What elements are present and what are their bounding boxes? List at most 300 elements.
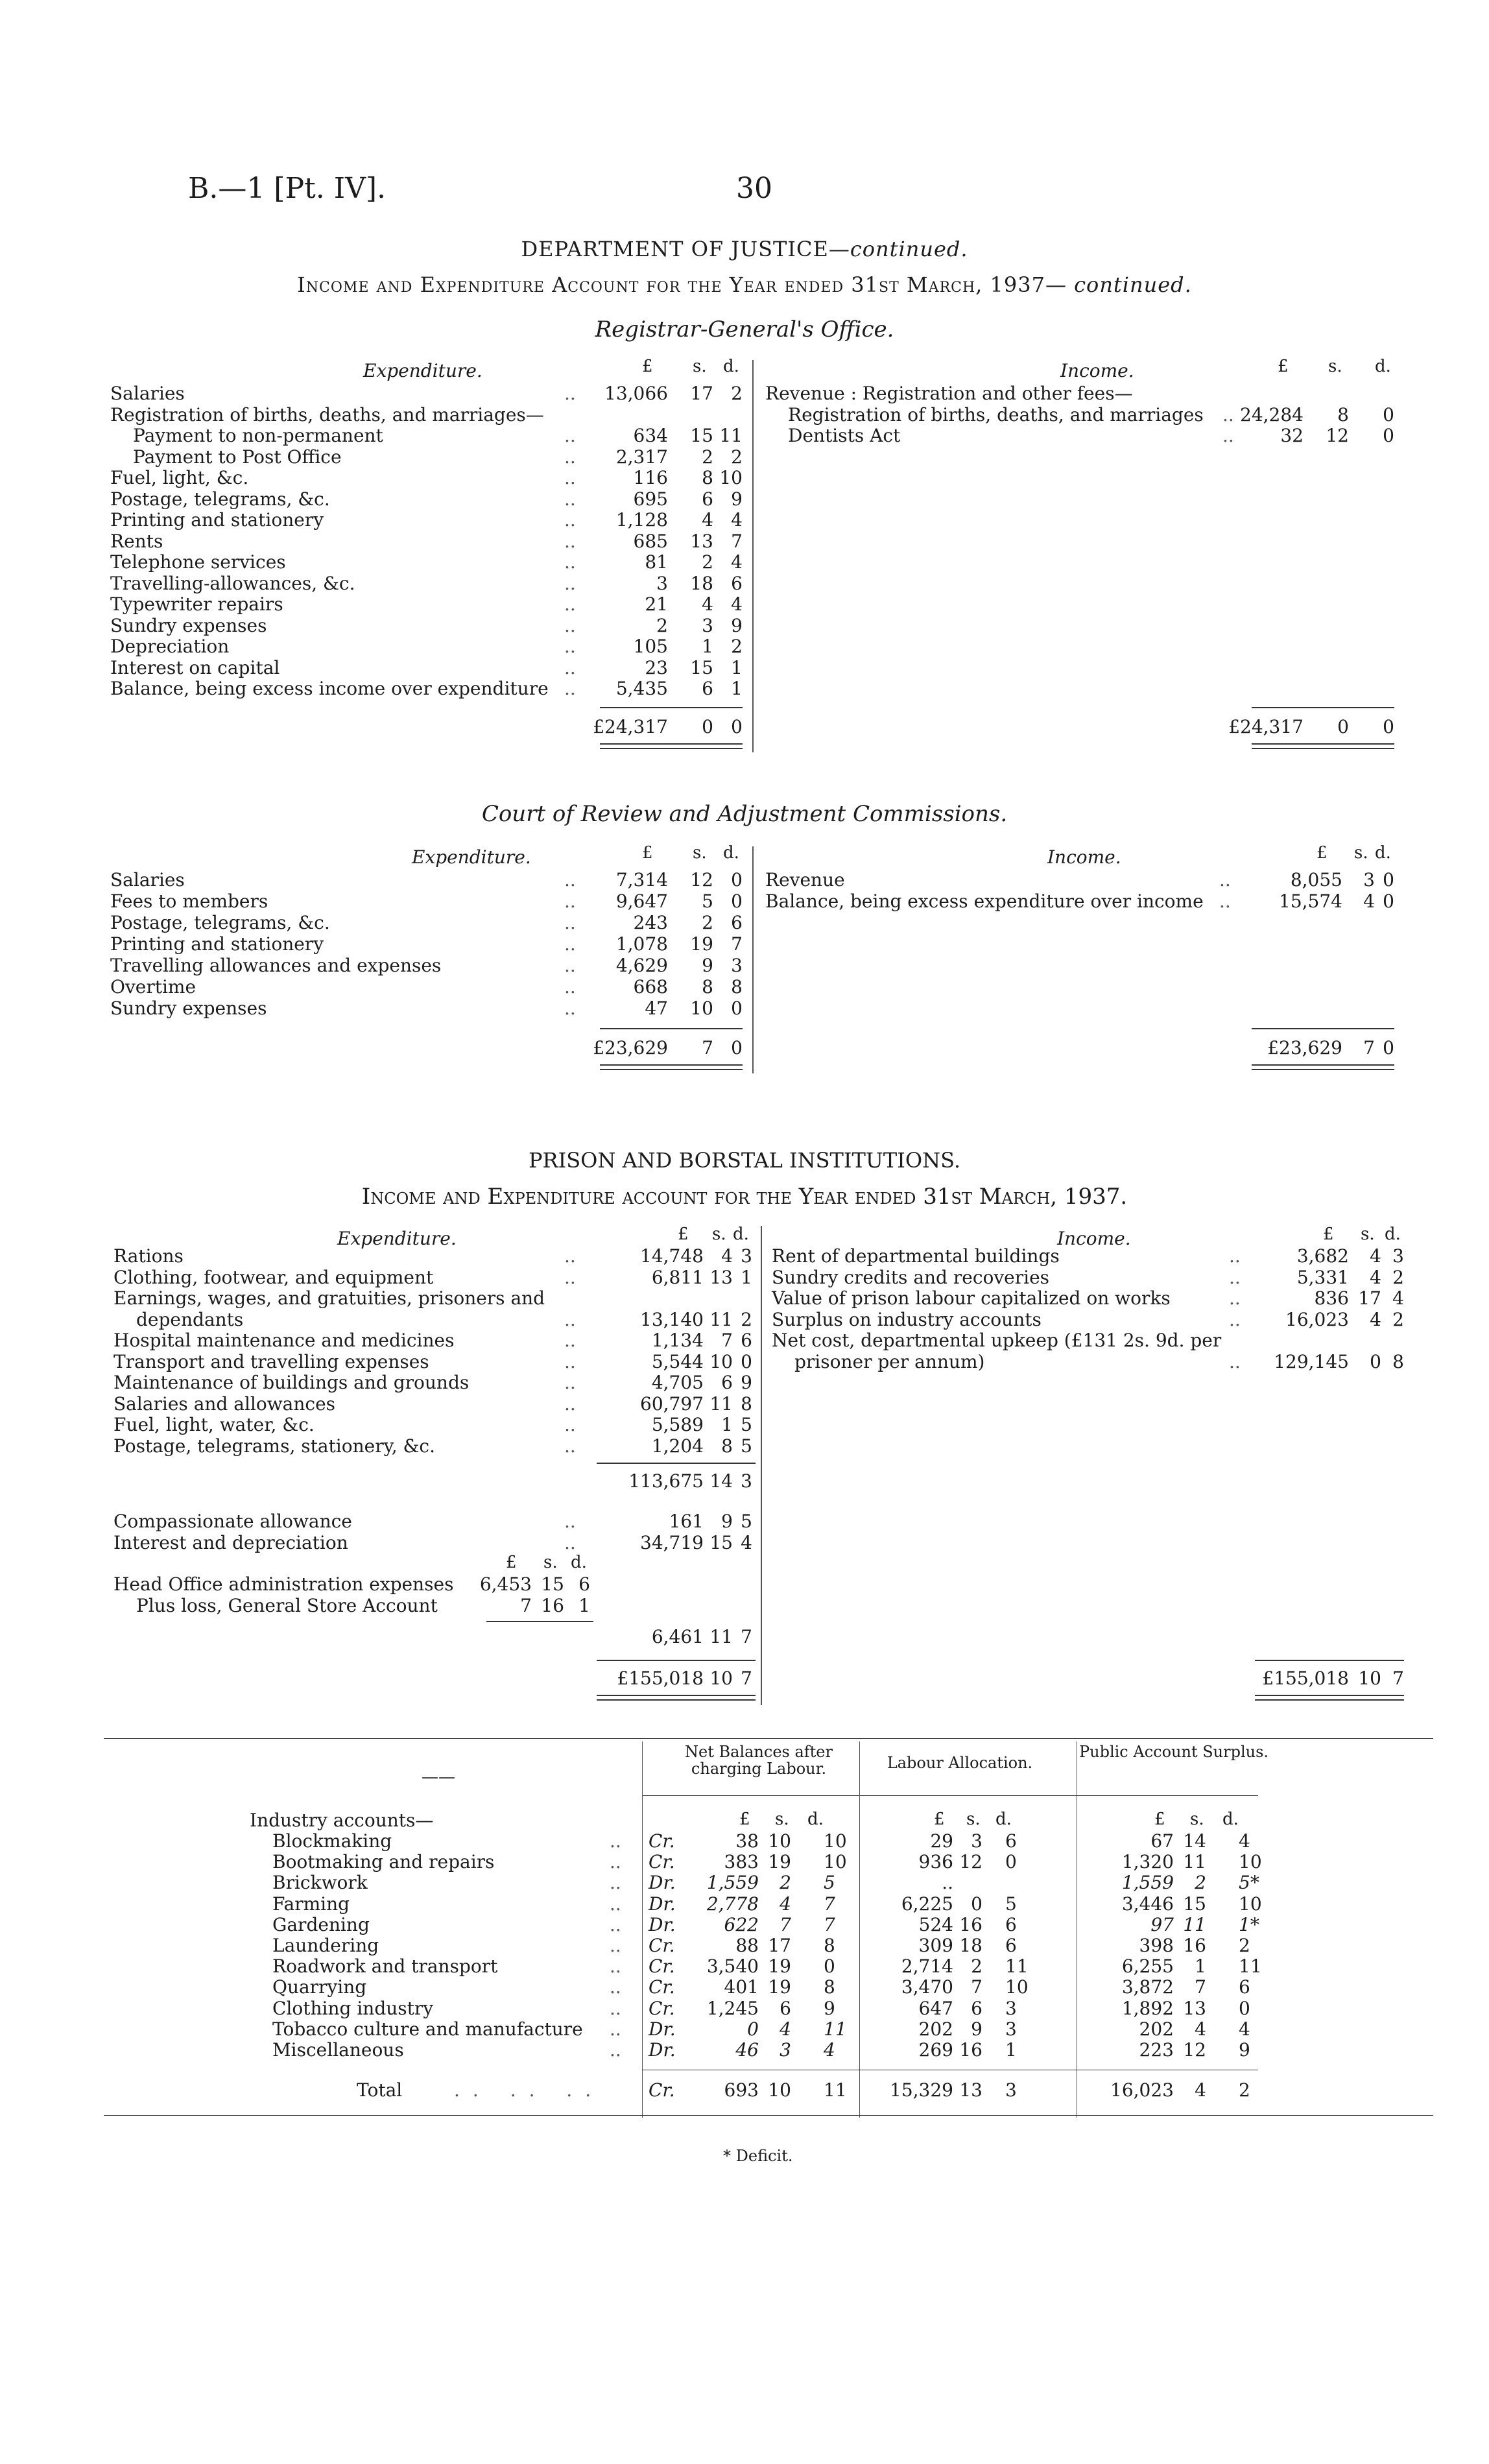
labour-allocation-pence: 3 (1005, 2018, 1017, 2040)
court-exp-total-s: 7 (702, 1037, 713, 1059)
page-reference: B.—1 [Pt. IV]. (188, 172, 387, 205)
prison-exp-leader: .. (564, 1245, 576, 1267)
expenditure-label: Expenditure. (337, 1228, 457, 1249)
labour-allocation-shillings: 7 (971, 1976, 983, 1998)
total-surplus-pence: 2 (1239, 2079, 1250, 2101)
court-exp-label: Travelling allowances and expenses (110, 955, 442, 976)
unit-shilling: s. (1328, 357, 1342, 376)
prison-title: PRISON AND BORSTAL INSTITUTIONS. (528, 1148, 961, 1173)
cr-dr-flag: Dr. (649, 2018, 676, 2040)
prison-exp-total-d: 7 (741, 1668, 752, 1689)
industry-name: Quarrying (272, 1976, 367, 1998)
rule (597, 1463, 756, 1464)
labour-allocation-pounds: 2,714 (901, 1956, 953, 1978)
prison-exp-shillings: 13 (709, 1266, 733, 1288)
prison-exp-label: Postage, telegrams, stationery, &c. (113, 1435, 436, 1457)
public-surplus-shillings: 12 (1183, 2039, 1206, 2061)
net-balance-pence: 8 (824, 1976, 835, 1998)
registrar-exp-leader: .. (564, 636, 576, 657)
unit-shilling: s. (712, 1225, 726, 1244)
labour-allocation-shillings: 3 (971, 1830, 983, 1852)
total-net-pence: 11 (824, 2079, 847, 2101)
registrar-exp-leader: .. (564, 446, 576, 468)
public-surplus-pence: 5* (1239, 1872, 1259, 1894)
prison-exp-shillings: 1 (721, 1414, 733, 1435)
prison-exp-pence: 8 (741, 1393, 752, 1415)
rule (597, 1660, 756, 1661)
net-balance-pounds: 383 (724, 1851, 759, 1873)
court-exp-leader: .. (564, 912, 576, 933)
unit-pence: d. (1375, 357, 1391, 376)
labour-allocation-shillings: 18 (959, 1935, 983, 1956)
cr-dr-flag: Cr. (649, 1997, 675, 2019)
public-surplus-shillings: 4 (1195, 2018, 1206, 2040)
public-surplus-shillings: 11 (1183, 1913, 1206, 1935)
cr-dr-flag: Cr. (649, 1956, 675, 1978)
public-surplus-pence: 9 (1239, 2039, 1250, 2061)
total-labour-pence: 3 (1005, 2079, 1017, 2101)
net-balance-pounds: 0 (747, 2018, 759, 2040)
public-surplus-shillings: 16 (1183, 1935, 1206, 1956)
net-balance-pence: 8 (824, 1935, 835, 1956)
department-title: DEPARTMENT OF JUSTICE—continued. (521, 237, 968, 261)
registrar-exp-pence: 1 (731, 656, 743, 678)
court-exp-pence: 7 (731, 933, 743, 955)
registrar-inc-pounds: 24,284 (1240, 403, 1304, 425)
registrar-inc-pounds: 32 (1280, 425, 1304, 446)
rule (1252, 1028, 1394, 1029)
public-surplus-pounds: 1,559 (1121, 1872, 1174, 1894)
leader: .. (610, 1851, 621, 1873)
net-balance-pence: 0 (824, 1956, 835, 1978)
net-balance-pounds: 46 (735, 2039, 759, 2061)
public-surplus-pounds: 3,872 (1121, 1976, 1174, 1998)
prison-exp-label: dependants (136, 1308, 244, 1330)
leader: .. (610, 1935, 621, 1956)
court-inc-pence: 0 (1383, 869, 1394, 891)
public-surplus-pence: 11 (1239, 1956, 1262, 1978)
prison-inc-shillings: 4 (1370, 1266, 1381, 1288)
court-exp-label: Postage, telegrams, &c. (110, 912, 330, 933)
labour-allocation-pence: 6 (1005, 1830, 1017, 1852)
registrar-inc-label: Registration of births, deaths, and marriages (788, 403, 1204, 425)
court-inc-shillings: 3 (1363, 869, 1375, 891)
registrar-exp-leader: .. (564, 467, 576, 488)
unit-pound: £ (1278, 357, 1289, 376)
court-inc-total: £23,629 (1267, 1037, 1342, 1059)
net-balance-shillings: 2 (780, 1872, 791, 1894)
registrar-exp-shillings: 4 (702, 593, 713, 615)
unit-pound: £ (678, 1225, 689, 1244)
prison-exp-label: Hospital maintenance and medicines (113, 1330, 455, 1351)
court-exp-leader: .. (564, 933, 576, 955)
prison-exp-leader: .. (564, 1414, 576, 1435)
unit-pence: d. (723, 843, 739, 863)
prison-inc-leader: .. (1229, 1245, 1241, 1267)
cr-dr-flag: Dr. (649, 1872, 676, 1894)
leader: .. (610, 1913, 621, 1935)
industry-name: Blockmaking (272, 1830, 392, 1852)
prison-exp2-pounds: 34,719 (640, 1531, 704, 1553)
head-office-pence: 1 (578, 1594, 590, 1616)
public-surplus-pence: 6 (1239, 1976, 1250, 1998)
double-rule (1252, 1064, 1394, 1070)
labour-allocation-head: Labour Allocation. (887, 1754, 1033, 1772)
registrar-inc-total-d: 0 (1383, 715, 1394, 737)
public-surplus-pounds: 398 (1139, 1935, 1174, 1956)
unit-pence: d. (1375, 843, 1391, 863)
double-rule (1252, 743, 1394, 749)
registrar-exp-total-d: 0 (731, 715, 743, 737)
unit-shilling: s. (1190, 1810, 1204, 1829)
registrar-exp-label: Telephone services (110, 551, 286, 573)
registrar-exp-leader: .. (564, 572, 576, 594)
registrar-exp-label: Balance, being excess income over expenditure (110, 678, 549, 699)
unit-pound: £ (642, 357, 653, 376)
court-inc-shillings: 4 (1363, 891, 1375, 912)
prison-exp-pounds: 60,797 (640, 1393, 704, 1415)
registrar-exp-pounds: 2 (656, 614, 668, 636)
prison-exp2-shillings: 15 (709, 1531, 733, 1553)
registrar-exp-leader: .. (564, 383, 576, 404)
labour-allocation-pounds: 202 (918, 2018, 953, 2040)
court-inc-leader: .. (1219, 891, 1231, 912)
court-exp-pence: 6 (731, 912, 743, 933)
court-exp-leader: .. (564, 891, 576, 912)
prison-exp-total-s: 10 (709, 1668, 733, 1689)
registrar-exp-pence: 2 (731, 446, 743, 468)
prison-inc-total-s: 10 (1358, 1668, 1381, 1689)
registrar-inc-pence: 0 (1383, 425, 1394, 446)
expenditure-label: Expenditure. (412, 846, 531, 868)
divider (752, 846, 754, 1073)
rule (600, 707, 743, 708)
unit-pence: d. (1385, 1225, 1401, 1244)
court-inc-label: Balance, being excess expenditure over income (765, 891, 1204, 912)
labour-allocation-pence: 6 (1005, 1935, 1017, 1956)
prison-exp2-label: Interest and depreciation (113, 1531, 348, 1553)
registrar-exp-pounds: 21 (645, 593, 668, 615)
court-exp-shillings: 9 (702, 955, 713, 976)
registrar-exp-pounds: 105 (633, 636, 668, 657)
prison-account-title: Income and Expenditure account for the Year ended 31st March, 1937. (361, 1184, 1128, 1210)
court-exp-label: Fees to members (110, 891, 268, 912)
total-cr-flag: Cr. (649, 2079, 675, 2101)
prison-exp2-pounds: 161 (669, 1511, 704, 1532)
unit-pence: d. (733, 1225, 749, 1244)
unit-pound: £ (934, 1810, 945, 1829)
head-office-pounds: 6,453 (479, 1573, 532, 1595)
registrar-exp-shillings: 1 (702, 636, 713, 657)
cr-dr-flag: Cr. (649, 1976, 675, 1998)
prison-exp-pence: 6 (741, 1330, 752, 1351)
prison-inc-leader: .. (1229, 1266, 1241, 1288)
total-surplus-shillings: 4 (1195, 2079, 1206, 2101)
prison-exp-pounds: 5,589 (651, 1414, 704, 1435)
registrar-exp-label: Postage, telegrams, &c. (110, 488, 330, 510)
divider (761, 1226, 762, 1705)
court-exp-total: £23,629 (593, 1037, 668, 1059)
prison-subtotal-pence: 3 (741, 1470, 752, 1492)
prison-exp-label: Rations (113, 1245, 184, 1267)
net-balance-pence: 7 (824, 1913, 835, 1935)
leader: .. (610, 2018, 621, 2040)
prison-inc-label: Surplus on industry accounts (772, 1308, 1042, 1330)
labour-allocation: .. (942, 1872, 953, 1894)
prison-exp-pence: 0 (741, 1350, 752, 1372)
labour-allocation-pounds: 647 (918, 1997, 953, 2019)
registrar-exp-pence: 9 (731, 488, 743, 510)
prison-inc-label: prisoner per annum) (794, 1350, 985, 1372)
prison-exp-pence: 3 (741, 1245, 752, 1267)
registrar-exp-label: Salaries (110, 383, 185, 404)
prison-inc-total: £155,018 (1262, 1668, 1349, 1689)
registrar-exp-leader: .. (564, 678, 576, 699)
prison-exp2-pence: 5 (741, 1511, 752, 1532)
court-exp-label: Salaries (110, 869, 185, 891)
prison-inc-label: Net cost, departmental upkeep (£131 2s. 9d. per (772, 1330, 1222, 1351)
expenditure-label: Expenditure. (363, 360, 482, 381)
income-label: Income. (1047, 846, 1121, 868)
registrar-exp-label: Payment to non-permanent (133, 425, 383, 446)
labour-allocation-pence: 0 (1005, 1851, 1017, 1873)
registrar-exp-pence: 2 (731, 636, 743, 657)
net-balance-pounds: 1,245 (706, 1997, 759, 2019)
net-balance-shillings: 4 (780, 1893, 791, 1915)
net-balance-pounds: 38 (735, 1830, 759, 1852)
registrar-inc-total: £24,317 (1228, 715, 1304, 737)
registrar-exp-pounds: 23 (645, 656, 668, 678)
prison-exp-leader: .. (564, 1330, 576, 1351)
prison-exp-label: Maintenance of buildings and grounds (113, 1372, 470, 1393)
prison-exp-pounds: 13,140 (640, 1308, 704, 1330)
registrar-exp-leader: .. (564, 425, 576, 446)
net-balance-shillings: 19 (768, 1956, 791, 1978)
prison-exp-shillings: 4 (721, 1245, 733, 1267)
public-surplus-pence: 0 (1239, 1997, 1250, 2019)
court-exp-pence: 0 (731, 891, 743, 912)
prison-inc-leader: .. (1229, 1287, 1241, 1309)
unit-shilling: s. (1354, 843, 1368, 863)
net-balance-shillings: 7 (780, 1913, 791, 1935)
prison-inc-label: Value of prison labour capitalized on works (772, 1287, 1171, 1309)
prison-subtotal-shillings: 14 (709, 1470, 733, 1492)
public-surplus-shillings: 2 (1195, 1872, 1206, 1894)
registrar-exp-pounds: 116 (633, 467, 668, 488)
rule (600, 1028, 743, 1029)
labour-allocation-shillings: 0 (971, 1893, 983, 1915)
total-net-shillings: 10 (768, 2079, 791, 2101)
prison-exp-pounds: 6,811 (651, 1266, 704, 1288)
registrar-exp-shillings: 6 (702, 488, 713, 510)
double-rule (600, 1064, 743, 1070)
prison-exp-label: Clothing, footwear, and equipment (113, 1266, 434, 1288)
registrar-heading: Registrar-General's Office. (595, 317, 894, 342)
registrar-exp-label: Typewriter repairs (110, 593, 283, 615)
registrar-exp-pounds: 3 (656, 572, 668, 594)
public-surplus-pounds: 97 (1150, 1913, 1174, 1935)
prison-inc-pence: 3 (1392, 1245, 1404, 1267)
registrar-exp-pounds: 81 (645, 551, 668, 573)
prison-exp2-shillings: 9 (721, 1511, 733, 1532)
leader: .. (610, 2039, 621, 2061)
registrar-exp-shillings: 13 (690, 530, 713, 552)
unit-shilling: s. (1361, 1225, 1375, 1244)
prison-inc-shillings: 4 (1370, 1245, 1381, 1267)
registrar-inc-total-s: 0 (1337, 715, 1349, 737)
net-balance-pounds: 1,559 (706, 1872, 759, 1894)
court-exp-shillings: 8 (702, 976, 713, 998)
head-rule (642, 1795, 1258, 1796)
prison-exp-shillings: 10 (709, 1350, 733, 1372)
labour-allocation-pounds: 29 (930, 1830, 953, 1852)
court-exp-pounds: 668 (633, 976, 668, 998)
prison-exp-label: Fuel, light, water, &c. (113, 1414, 315, 1435)
prison-exp-shillings: 7 (721, 1330, 733, 1351)
court-heading: Court of Review and Adjustment Commissions. (481, 801, 1008, 827)
registrar-exp-leader: .. (564, 488, 576, 510)
prison-exp-shillings: 6 (721, 1372, 733, 1393)
registrar-exp-pence: 4 (731, 551, 743, 573)
labour-allocation-pence: 10 (1005, 1976, 1029, 1998)
prison-inc-pounds: 16,023 (1285, 1308, 1349, 1330)
prison-exp-leader: .. (564, 1372, 576, 1393)
income-label: Income. (1057, 1228, 1131, 1249)
unit-shilling: s. (693, 843, 707, 863)
leader: .. (610, 1830, 621, 1852)
prison-exp-pounds: 4,705 (651, 1372, 704, 1393)
prison-subtotal-pounds: 113,675 (628, 1470, 704, 1492)
net-balance-pounds: 88 (735, 1935, 759, 1956)
public-surplus-pounds: 1,892 (1121, 1997, 1174, 2019)
registrar-exp-pounds: 5,435 (615, 678, 668, 699)
registrar-inc-shillings: 12 (1326, 425, 1349, 446)
prison-exp2-pence: 4 (741, 1531, 752, 1553)
public-surplus-pounds: 6,255 (1121, 1956, 1174, 1978)
court-exp-label: Overtime (110, 976, 197, 998)
prison-exp-pence: 5 (741, 1414, 752, 1435)
unit-pence: d. (807, 1810, 824, 1829)
unit-pound: £ (1154, 1810, 1165, 1829)
cr-dr-flag: Dr. (649, 1913, 676, 1935)
head-office-pounds: 7 (520, 1594, 532, 1616)
leader: .. (610, 1872, 621, 1894)
court-exp-label: Printing and stationery (110, 933, 324, 955)
registrar-exp-shillings: 18 (690, 572, 713, 594)
prison-exp-total: £155,018 (617, 1668, 704, 1689)
prison-exp-label: Salaries and allowances (113, 1393, 336, 1415)
prison-inc-shillings: 4 (1370, 1308, 1381, 1330)
industry-name: Bootmaking and repairs (272, 1851, 495, 1873)
registrar-exp-pence: 11 (719, 425, 743, 446)
double-rule (597, 1695, 756, 1701)
public-surplus-pence: 4 (1239, 1830, 1250, 1852)
prison-exp-leader: .. (564, 1308, 576, 1330)
registrar-exp-pence: 6 (731, 572, 743, 594)
registrar-exp-leader: .. (564, 656, 576, 678)
court-inc-leader: .. (1219, 869, 1231, 891)
unit-pound: £ (506, 1553, 517, 1572)
head-office-pence: 6 (578, 1573, 590, 1595)
prison-inc-pounds: 836 (1314, 1287, 1349, 1309)
court-exp-pounds: 7,314 (615, 869, 668, 891)
unit-pound: £ (1323, 1225, 1334, 1244)
blank-column-head: —— (422, 1767, 455, 1787)
registrar-exp-pounds: 2,317 (615, 446, 668, 468)
prison-inc-total-d: 7 (1392, 1668, 1404, 1689)
net-balance-pence: 4 (824, 2039, 835, 2061)
registrar-exp-label: Printing and stationery (110, 509, 324, 531)
unit-shilling: s. (966, 1810, 981, 1829)
registrar-exp-pence: 4 (731, 509, 743, 531)
prison-inc-pence: 8 (1392, 1350, 1404, 1372)
labour-allocation-shillings: 6 (971, 1997, 983, 2019)
public-surplus-shillings: 13 (1183, 1997, 1206, 2019)
column-divider (642, 1741, 643, 2118)
net-balance-pence: 11 (824, 2018, 847, 2040)
court-inc-pence: 0 (1383, 891, 1394, 912)
industry-name: Tobacco culture and manufacture (272, 2018, 583, 2040)
leader: .. (610, 1893, 621, 1915)
unit-pence: d. (723, 357, 739, 376)
prison-exp-pence: 5 (741, 1435, 752, 1457)
court-exp-total-d: 0 (731, 1037, 743, 1059)
registrar-exp-pounds: 13,066 (604, 383, 668, 404)
public-surplus-pounds: 202 (1139, 2018, 1174, 2040)
registrar-exp-shillings: 15 (690, 656, 713, 678)
net-balances-head: Net Balances after charging Labour. (685, 1743, 833, 1778)
court-exp-pounds: 47 (645, 998, 668, 1019)
court-exp-pence: 3 (731, 955, 743, 976)
double-rule (1255, 1695, 1404, 1701)
prison-inc-label: Rent of departmental buildings (772, 1245, 1060, 1267)
labour-allocation-shillings: 2 (971, 1956, 983, 1978)
court-inc-pounds: 8,055 (1290, 869, 1342, 891)
public-surplus-pence: 1* (1239, 1913, 1259, 1935)
court-exp-leader: .. (564, 869, 576, 891)
prison-inc-pence: 2 (1392, 1308, 1404, 1330)
rule (1255, 1660, 1404, 1661)
prison-exp-pence: 2 (741, 1308, 752, 1330)
net-balance-pounds: 401 (724, 1976, 759, 1998)
public-surplus-pounds: 3,446 (1121, 1893, 1174, 1915)
leader: .. (610, 1976, 621, 1998)
prison-inc-shillings: 17 (1358, 1287, 1381, 1309)
prison-exp-leader: .. (564, 1350, 576, 1372)
prison-exp-leader: .. (564, 1266, 576, 1288)
registrar-exp-shillings: 17 (690, 383, 713, 404)
prison-inc-leader: .. (1229, 1350, 1241, 1372)
public-surplus-pence: 10 (1239, 1893, 1262, 1915)
prison-exp-label: Earnings, wages, and gratuities, prisoners and (113, 1287, 545, 1309)
leader: .. (610, 1956, 621, 1978)
labour-allocation-shillings: 9 (971, 2018, 983, 2040)
court-inc-total-d: 0 (1383, 1037, 1394, 1059)
unit-shilling: s. (775, 1810, 789, 1829)
court-exp-pence: 0 (731, 998, 743, 1019)
total-labour-shillings: 13 (959, 2079, 983, 2101)
registrar-exp-leader: .. (564, 593, 576, 615)
labour-allocation-pounds: 309 (918, 1935, 953, 1956)
cr-dr-flag: Dr. (649, 1893, 676, 1915)
leader: .. (610, 1997, 621, 2019)
registrar-exp-pence: 1 (731, 678, 743, 699)
registrar-exp-label: Payment to Post Office (133, 446, 342, 468)
cr-dr-flag: Cr. (649, 1830, 675, 1852)
prison-exp-pounds: 1,204 (651, 1435, 704, 1457)
unit-pound: £ (1316, 843, 1328, 863)
head-office-shillings: 15 (541, 1573, 564, 1595)
